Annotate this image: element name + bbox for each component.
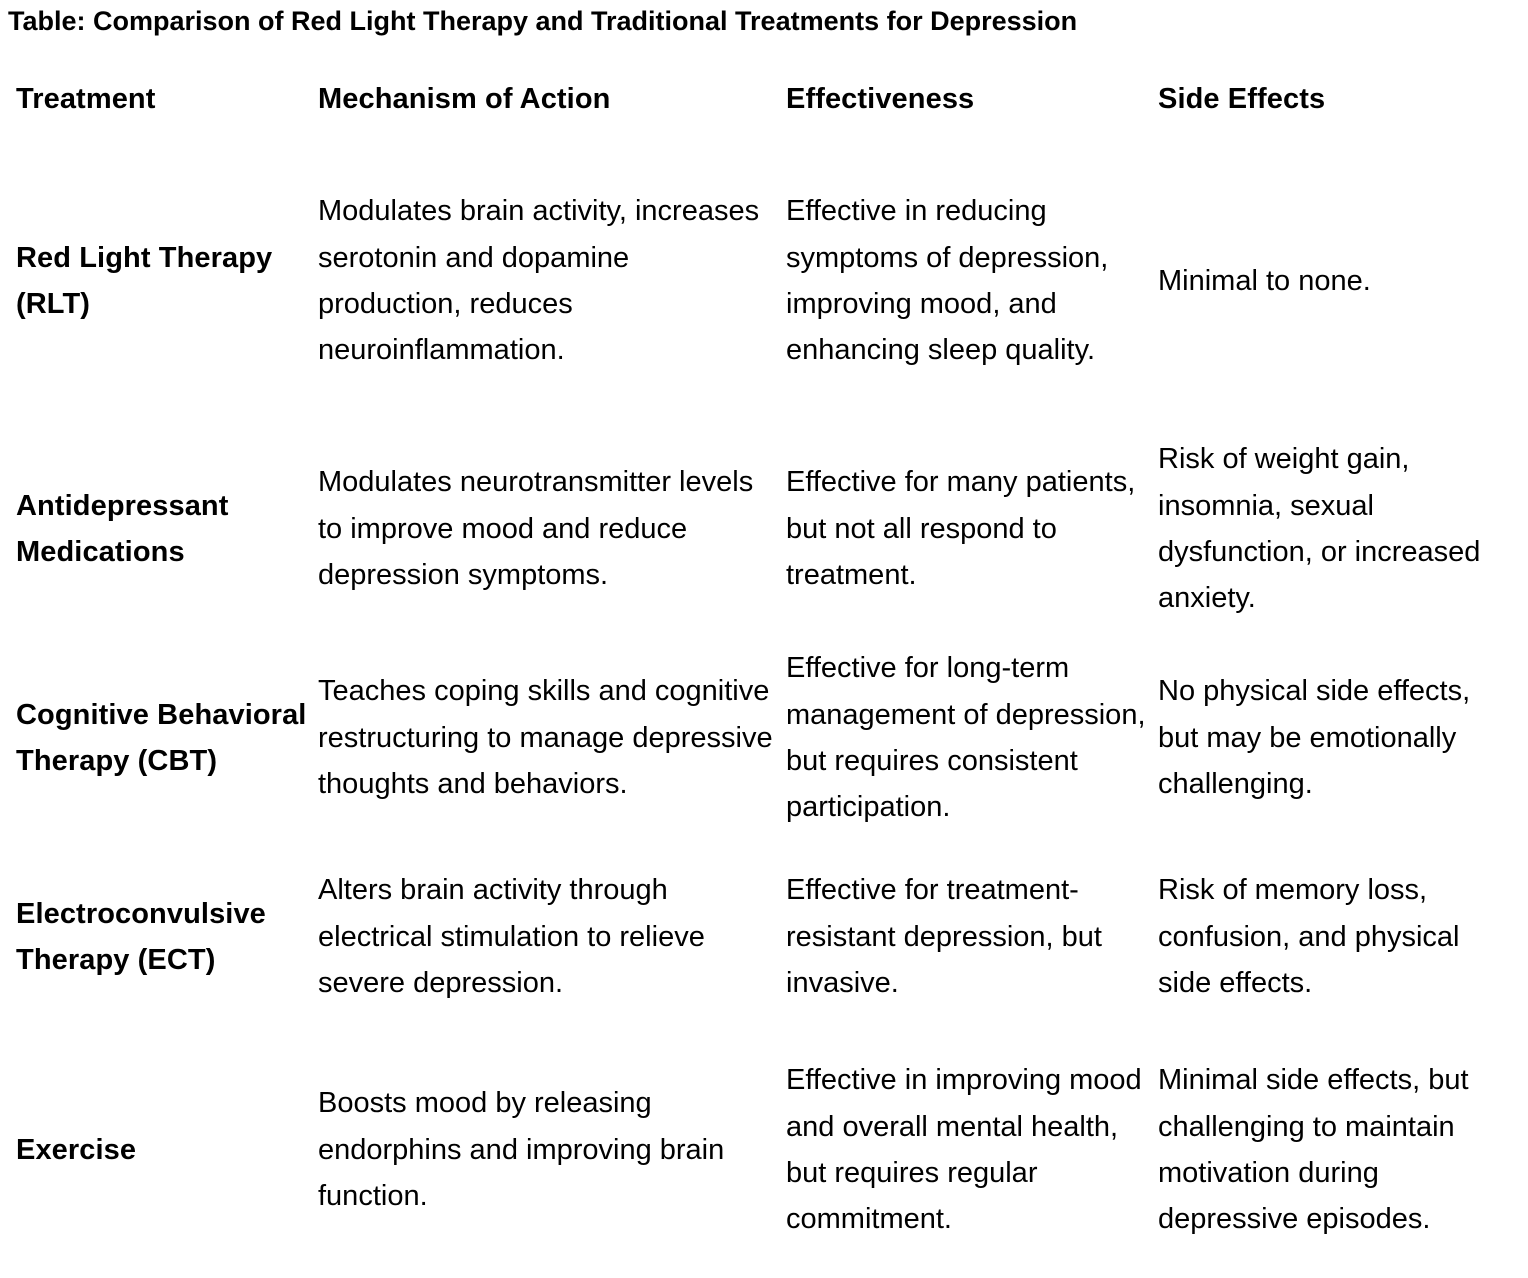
- effectiveness-cell: Effective in improving mood and overall mental health, but requires regular commitment.: [786, 1064, 1142, 1236]
- treatment-cell: Antidepressant Medications: [16, 489, 229, 568]
- header-side-effects: Side Effects: [1158, 82, 1326, 115]
- comparison-table: [7, 70, 1517, 1278]
- treatment-cell: Exercise: [16, 1133, 137, 1166]
- header-row: [7, 70, 1517, 128]
- effectiveness-cell: Effective in reducing symptoms of depression, improving mood, and enhancing sleep quality.: [786, 195, 1109, 367]
- mechanism-cell: Modulates neurotransmitter levels to improve mood and reduce depression symptoms.: [318, 466, 754, 592]
- table-row: [7, 852, 1517, 1022]
- mechanism-cell: Teaches coping skills and cognitive restructuring to manage depressive thoughts and behaviors.: [318, 675, 773, 801]
- table-row: [7, 128, 1517, 434]
- table-title: Table: Comparison of Red Light Therapy and Traditional Treatments for Depression: [8, 6, 1078, 36]
- side-effects-cell: Risk of weight gain, insomnia, sexual dysfunction, or increased anxiety.: [1158, 443, 1481, 615]
- header-mechanism: Mechanism of Action: [318, 82, 611, 115]
- treatment-cell: Electroconvulsive Therapy (ECT): [16, 897, 266, 976]
- table-header: [7, 70, 1517, 128]
- table-body: [7, 128, 1517, 1278]
- mechanism-cell: Modulates brain activity, increases serotonin and dopamine production, reduces neuroinflammation.: [318, 195, 760, 367]
- table-row: [7, 1022, 1517, 1278]
- header-treatment: Treatment: [16, 82, 156, 115]
- side-effects-cell: No physical side effects, but may be emotionally challenging.: [1158, 675, 1471, 801]
- effectiveness-cell: Effective for long-term management of depression, but requires consistent participation.: [786, 652, 1146, 824]
- mechanism-cell: Alters brain activity through electrical stimulation to relieve severe depression.: [318, 874, 705, 1000]
- table-row: [7, 624, 1517, 852]
- effectiveness-cell: Effective for many patients, but not all respond to treatment.: [786, 466, 1136, 592]
- table-row: [7, 434, 1517, 624]
- effectiveness-cell: Effective for treatment-resistant depression, but invasive.: [786, 874, 1102, 1000]
- mechanism-cell: Boosts mood by releasing endorphins and improving brain function.: [318, 1087, 725, 1213]
- treatment-cell: Cognitive Behavioral Therapy (CBT): [16, 698, 307, 777]
- side-effects-cell: Minimal side effects, but challenging to maintain motivation during depressive episodes.: [1158, 1064, 1469, 1236]
- side-effects-cell: Minimal to none.: [1158, 264, 1371, 297]
- header-effectiveness: Effectiveness: [786, 82, 975, 115]
- side-effects-cell: Risk of memory loss, confusion, and physical side effects.: [1158, 874, 1460, 1000]
- treatment-cell: Red Light Therapy (RLT): [16, 241, 273, 320]
